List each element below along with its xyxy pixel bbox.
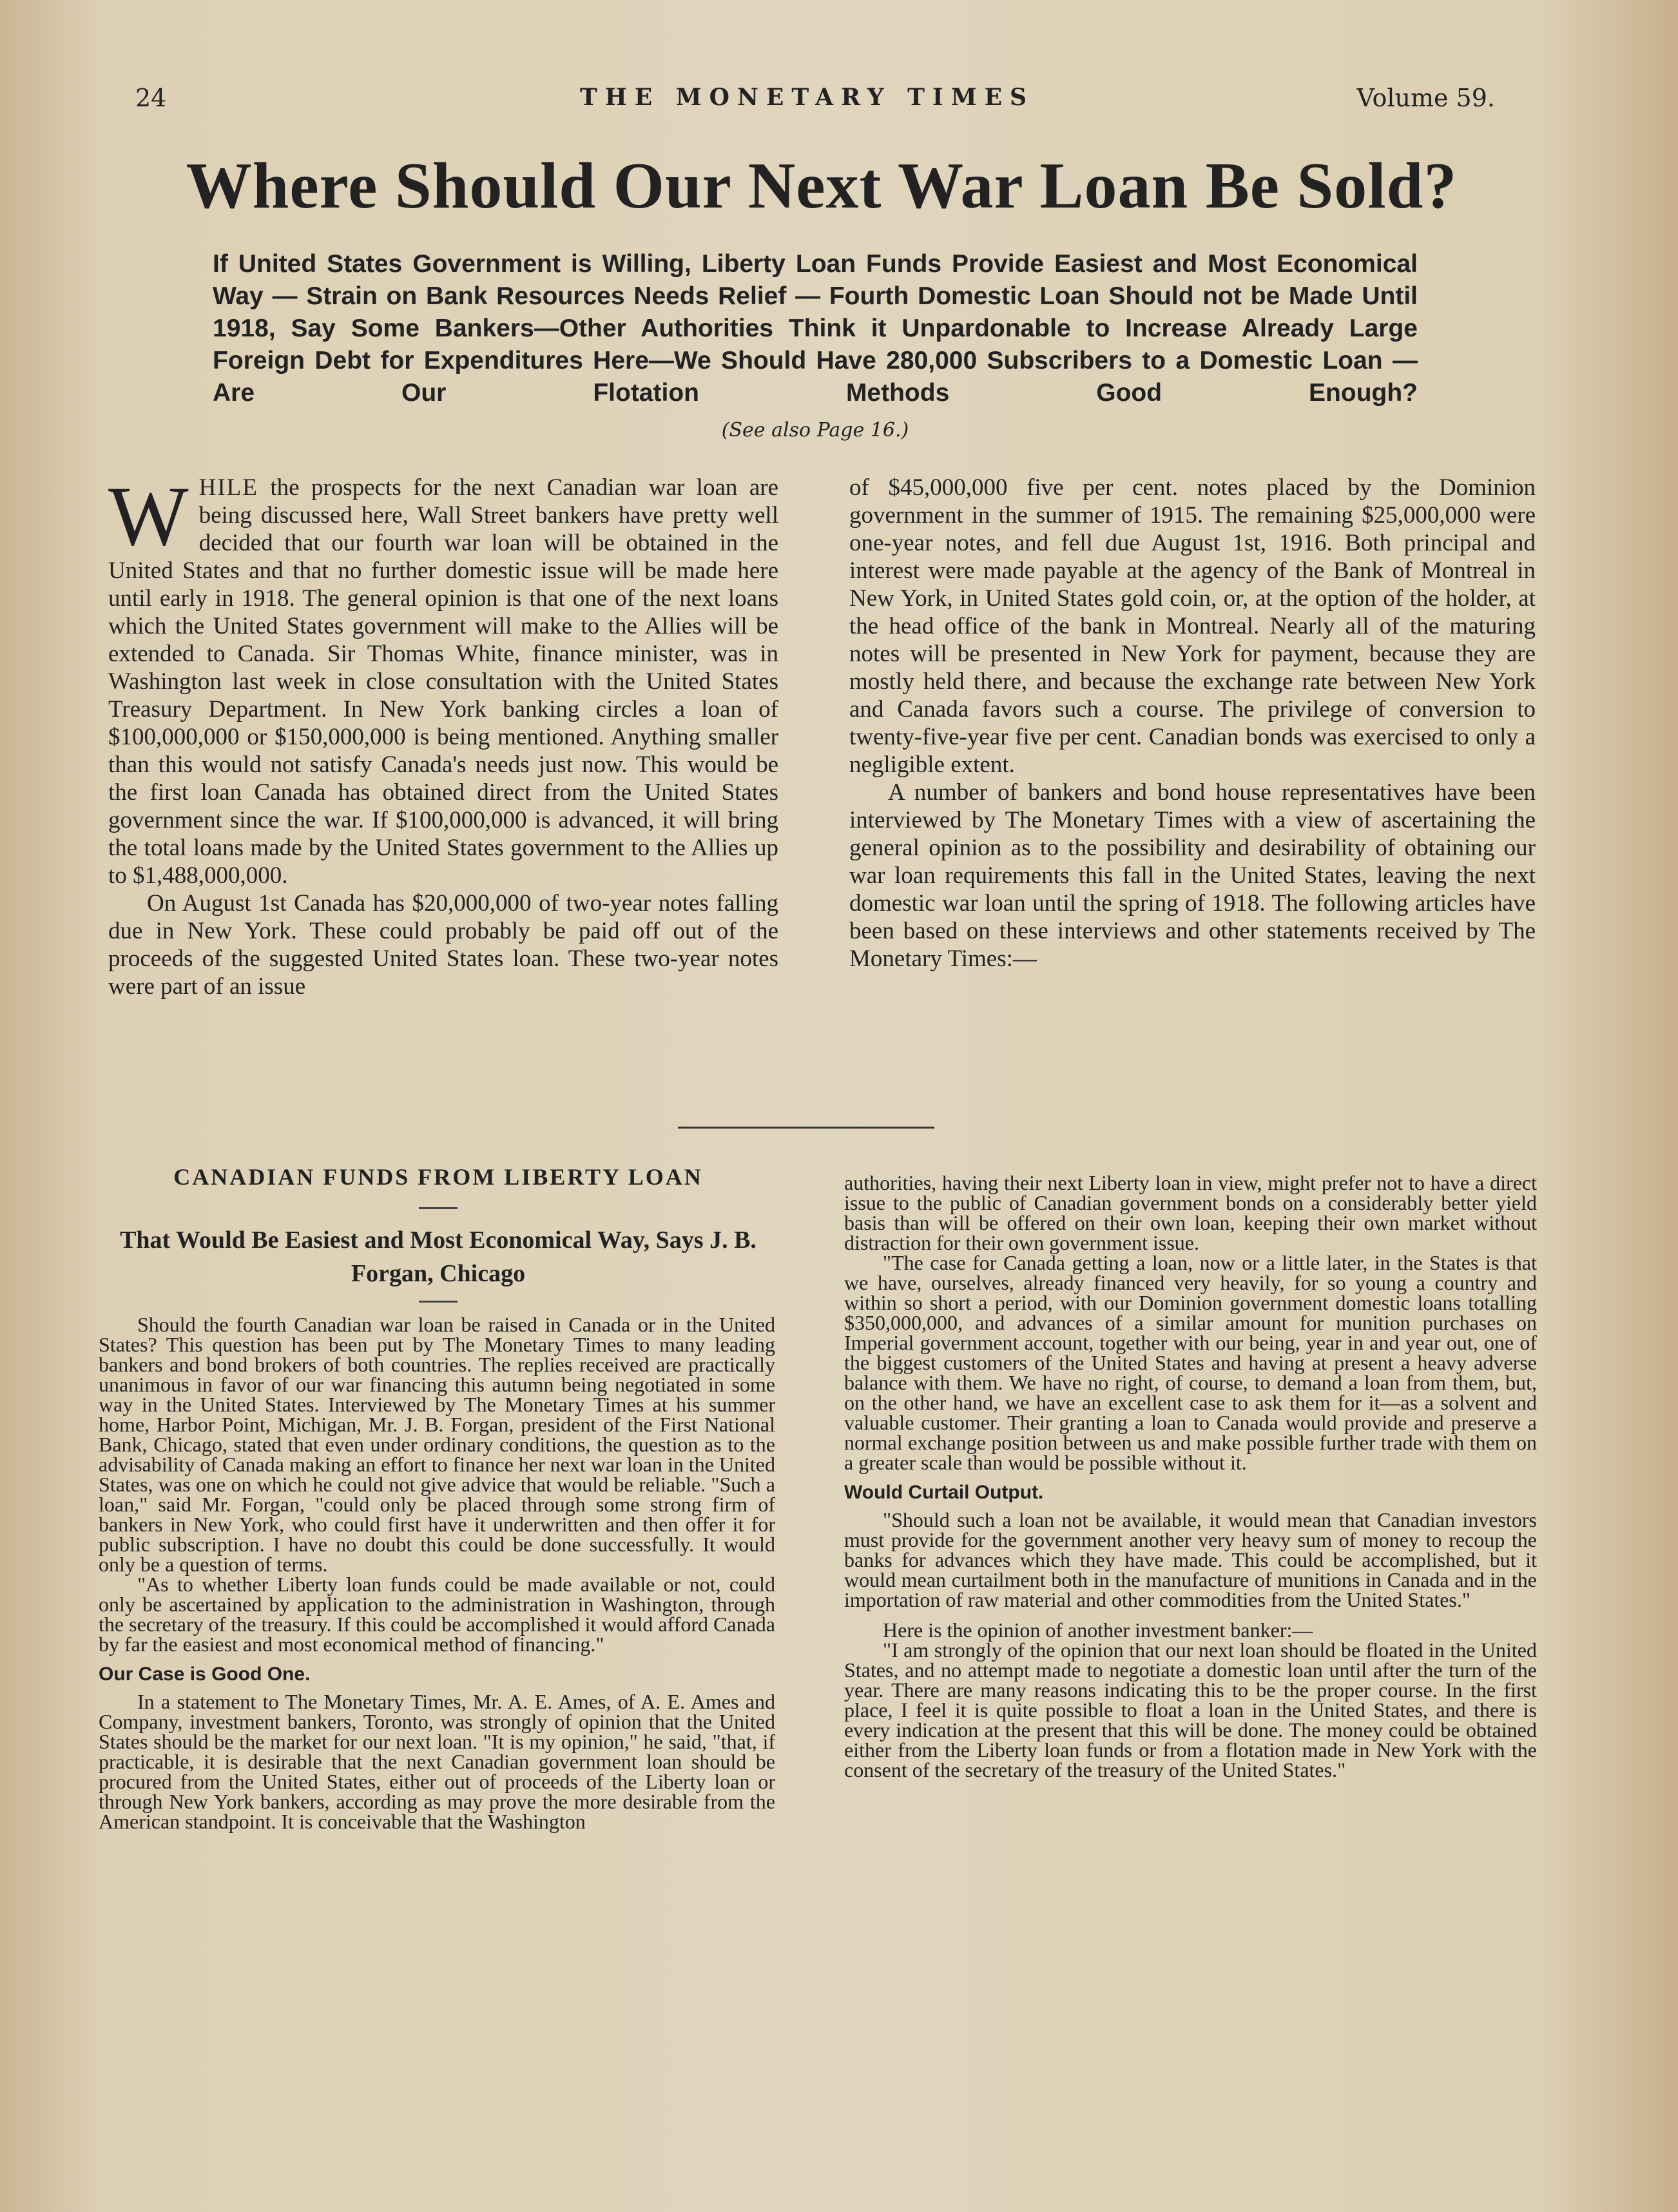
article-column-left xyxy=(99,1315,775,1832)
lead-word: HILE xyxy=(198,474,258,501)
title-rule xyxy=(419,1207,458,1209)
article-paragraph-6: "Should such a loan not be available, it would mean that Canadian investors must provide for the government another very heavy sum of money to recoup the banks for advances which they have made. This could be accomplished, but it would mean curtailment both in the manufacture of munitions in Canada and in the importation of raw material and other commodities from the United States." xyxy=(844,1508,1537,1611)
section-subtitle: That Would Be Easiest and Most Economical Way, Says J. B. Forgan, Chicago xyxy=(120,1227,757,1287)
article-paragraph-1: Should the fourth Canadian war loan be raised in Canada or in the United States? This question has been put by The Monetary Times to many leading bankers and bond brokers of both countries. The replies received are practically unanimous in favor of our war financing this autumn being negotiated in some way in the United States. Interviewed by The Monetary Times at his summer home, Harbor Point, Michigan, Mr. J. B. Forgan, president of the First National Bank, Chicago, stated that even under ordinary conditions, the question as to the advisability of Canada making an effort to finance her next war loan in the United States, was one on which he could not give advice that would be reliable. "Such a loan," said Mr. Forgan, "could only be placed through some strong firm of bankers in New York, who could first have it underwritten and then offer it for public subscription. I have no doubt this could be done successfully. It would only be a question of terms. xyxy=(99,1313,775,1576)
intro-paragraph-1 xyxy=(108,469,779,889)
article-column-right xyxy=(844,1173,1537,1780)
deck: If United States Government is Willing, Liberty Loan Funds Provide Easiest and Most Economical Way — Strain on Bank Resources Needs Relief — Fourth Domestic Loan Should not be Made Until 1918, Say Some Bankers—Other Authorities Think it Unpardonable to Increase Already Large Foreign Debt for Expenditures Here—We Should Have 280,000 Subscribers to a Domestic Loan — Are Our Flotation Methods Good Enough? xyxy=(213,250,1418,407)
headline: Where Should Our Next War Loan Be Sold? xyxy=(186,150,1458,222)
volume-label: Volume 59. xyxy=(1356,84,1495,112)
intro-paragraph-1-text: the prospects for the next Canadian war loan are being discussed here, Wall Street bankers have pretty well decided that our fourth war loan will be obtained in the United States and that no further domestic issue will be made here until early in 1918. The general opinion is that one of the next loans which the United States government will make to the Allies will be extended to Canada. Sir Thomas White, finance minister, was in Washington last week in close consultation with the United States Treasury Department. In New York banking circles a loan of $100,000,000 or $150,000,000 is being mentioned. Anything smaller than this would not satisfy Canada's needs just now. This would be the first loan Canada has obtained direct from the United States government since the war. If $100,000,000 is advanced, it will bring the total loans made by the United States government to the Allies up to $1,488,000,000. xyxy=(108,474,779,889)
subtitle-rule xyxy=(419,1301,458,1303)
drop-cap: W xyxy=(108,469,189,563)
see-also-note: (See also Page 16.) xyxy=(721,419,909,441)
intro-paragraph-3: of $45,000,000 five per cent. notes placed by the Dominion government in the summer of 1915. The remaining $25,000,000 were one-year notes, and fell due August 1st, 1916. Both principal and interest were made payable at the agency of the Bank of Montreal in New York, in United States gold coin, or, at the option of the holder, at the head office of the bank in Montreal. Nearly all of the maturing notes will be presented in New York for payment, because they are mostly held there, and because the exchange rate between New York and Canada favors such a course. The privilege of conversion to twenty-five-year five per cent. Canadian bonds was exercised to only a negligible extent. xyxy=(849,474,1536,778)
subhead-curtail-output: Would Curtail Output. xyxy=(844,1482,1044,1503)
intro-column-right xyxy=(849,474,1536,973)
page-number: 24 xyxy=(135,84,167,112)
intro-paragraph-2: On August 1st Canada has $20,000,000 of two-year notes falling due in New York. These could probably be paid off out of the proceeds of the suggested United States loan. These two-year notes were part of an issue xyxy=(108,890,778,1000)
intro-column-left xyxy=(108,469,779,1000)
article-paragraph-2: "As to whether Liberty loan funds could be made available or not, could only be ascertained by application to the administration in Washington, through the secretary of the treasury. If this could be accomplished it would afford Canada by far the easiest and most economical method of financing." xyxy=(99,1573,775,1656)
journal-title: THE MONETARY TIMES xyxy=(580,84,1035,111)
article-paragraph-8: "I am strongly of the opinion that our next loan should be floated in the United States, and no attempt made to negotiate a domestic loan until after the turn of the year. There are many reasons indicating this to be the proper course. In the first place, I feel it is quite possible to float a loan in the United States, and there is every indication at the present that this will be done. The money could be obtained either from the Liberty loan funds or from a flotation made in New York with the consent of the secretary of the treasury of the United States." xyxy=(844,1638,1537,1781)
article-paragraph-3: In a statement to The Monetary Times, Mr. A. E. Ames, of A. E. Ames and Company, investment bankers, Toronto, was strongly of opinion that the United States should be the market for our next loan. "It is my opinion," he said, "that, if practicable, it is desirable that the next Canadian government loan should be procured from the United States, either out of proceeds of the Liberty loan or through New York bankers, according as may prove the more desirable from the American standpoint. It is conceivable that the Washington xyxy=(99,1690,775,1833)
section-title: CANADIAN FUNDS FROM LIBERTY LOAN xyxy=(173,1164,703,1190)
article-paragraph-5: "The case for Canada getting a loan, now or a little later, in the States is that we have, ourselves, already financed very heavily, for so young a country and within so short a period, with our Dominion government domestic loans totalling $350,000,000, and advances of a similar amount for munition purchases on Imperial government account, together with our being, year in and year out, one of the biggest customers of the United States and having at present a heavy adverse balance with them. We have no right, of course, to demand a loan from them, but, on the other hand, we have an excellent case to ask them for it—as a solvent and valuable customer. Their granting a loan to Canada would provide and preserve a normal exchange position between us and make possible further trade with them on a greater scale than would be possible without it. xyxy=(844,1251,1537,1474)
intro-paragraph-4: A number of bankers and bond house representatives have been interviewed by The Monetary Times with a view of ascertaining the general opinion as to the possibility and desirability of obtaining our war loan requirements this fall in the United States, leaving the next domestic war loan until the spring of 1918. The following articles have been based on these interviews and other statements received by The Monetary Times:— xyxy=(849,779,1536,972)
article-paragraph-4: authorities, having their next Liberty loan in view, might prefer not to have a direct issue to the public of Canadian government bonds on a considerably better yield basis than will be offered on their own loan, keeping their own market without distraction for their own government issue. xyxy=(844,1171,1537,1254)
article-paragraph-7: Here is the opinion of another investment banker:— xyxy=(883,1618,1313,1642)
subhead-good-case: Our Case is Good One. xyxy=(99,1664,311,1685)
section-divider xyxy=(678,1127,934,1129)
